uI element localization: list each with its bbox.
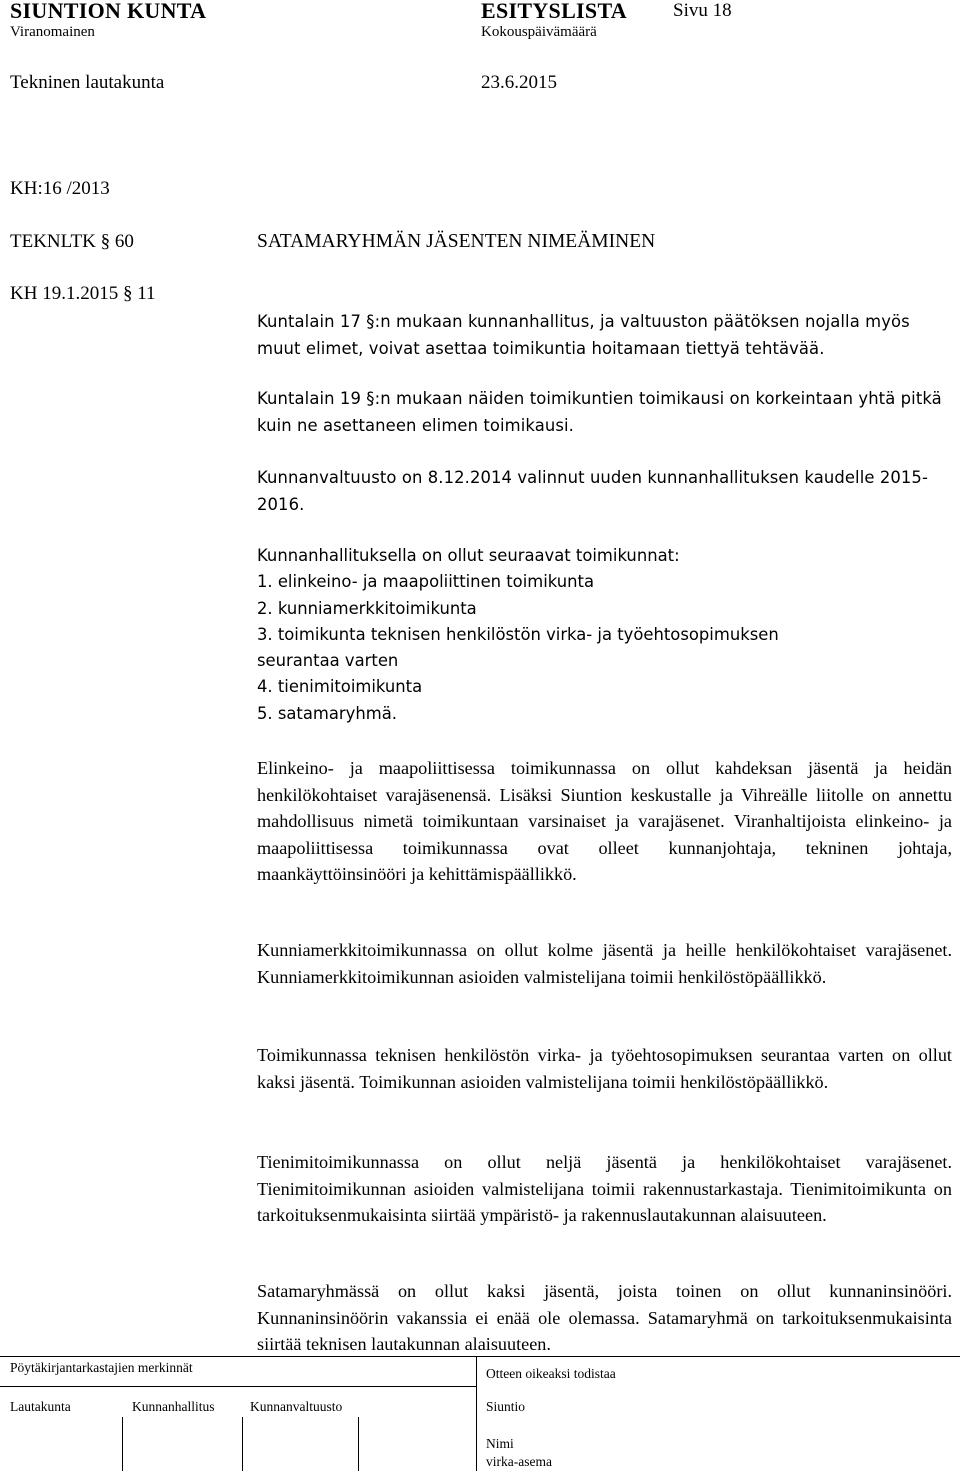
footer-divider [476, 1356, 477, 1471]
list-intro: Kunnanhallituksella on ollut seuraavat toimikunnat: [257, 546, 680, 565]
authority-label: Viranomainen [10, 24, 95, 40]
place-label: Siuntio [486, 1399, 526, 1414]
footer-top-rule [0, 1356, 960, 1357]
title-label: virka-asema [486, 1454, 552, 1469]
list-item: 1. elinkeino- ja maapoliittinen toimikunta [257, 572, 595, 592]
page-number: Sivu 18 [673, 0, 732, 21]
government-label: Kunnanhallitus [132, 1399, 215, 1414]
paragraph-4: Elinkeino- ja maapoliittisessa toimikunnassa on ollut kahdeksan jäsentä ja heidän henkilökohtaiset varajäsenensä. Lisäksi Siuntion keskustalle ja Vihreälle liitolle on annettu mahdollisuus nimetä toimikuntaan varsinaiset ja varajäsenet. Viranhaltijoista elinkeino- ja maapoliittisessa toimikunnassa ovat olleet kunnanjohtaja, tekninen johtaja, maankäyttöinsinööri ja kehittämispäällikkö. [257, 758, 952, 885]
teknltk-reference: TEKNLTK § 60 [10, 231, 134, 252]
doc-type: ESITYSLISTA [481, 0, 627, 23]
committee-list [257, 543, 952, 727]
footer-col-line [242, 1417, 243, 1471]
kh-reference: KH:16 /2013 [10, 178, 110, 199]
board-label: Lautakunta [10, 1399, 71, 1414]
name-label: Nimi [486, 1436, 514, 1451]
paragraph-3: Kunnanvaltuusto on 8.12.2014 valinnut uuden kunnanhallituksen kaudelle 2015-2016. [257, 468, 928, 514]
footer-col-line [358, 1417, 359, 1471]
org-name: SIUNTION KUNTA [10, 0, 207, 23]
checker-label: Pöytäkirjantarkastajien merkinnät [10, 1360, 193, 1375]
list-item: 5. satamaryhmä. [257, 703, 397, 723]
meeting-date: 23.6.2015 [481, 72, 557, 93]
footer-rule [0, 1386, 476, 1387]
paragraph-7: Tienimitoimikunnassa on ollut neljä jäsentä ja henkilökohtaiset varajäsenet. Tienimitoimikunnan asioiden valmistelijana toimii rakennustarkastaja. Tienimitoimikunta on tarkoituksenmukaisinta siirtää ympäristö- ja rakennuslautakunnan alaisuuteen. [257, 1152, 952, 1226]
copy-certify-label: Otteen oikeaksi todistaa [486, 1366, 616, 1381]
paragraph-1: Kuntalain 17 §:n mukaan kunnanhallitus, ja valtuuston päätöksen nojalla myös muut elimet, voivat asettaa toimikuntia hoitamaan tiettyä tehtävää. [257, 312, 910, 358]
list-item: 2. kunniamerkkitoimikunta [257, 598, 477, 618]
signature-footer [0, 1356, 960, 1471]
page-title: SATAMARYHMÄN JÄSENTEN NIMEÄMINEN [257, 231, 656, 252]
date-label: Kokouspäivämäärä [481, 24, 597, 40]
list-item: 4. tienimitoimikunta [257, 677, 423, 697]
paragraph-2: Kuntalain 19 §:n mukaan näiden toimikuntien toimikausi on korkeintaan yhtä pitkä kuin ne asettaneen elimen toimikausi. [257, 389, 942, 435]
council-label: Kunnanvaltuusto [250, 1399, 343, 1414]
kh-date-reference: KH 19.1.2015 § 11 [10, 283, 156, 304]
footer-col-line [122, 1417, 123, 1471]
paragraph-8: Satamaryhmässä on ollut kaksi jäsentä, joista toinen on ollut kunnaninsinööri. Kunnaninsinöörin vakanssia ei enää ole olemassa. Satamaryhmä on tarkoituksenmukaisinta siirtää teknisen lautakunnan alaisuuteen. [257, 1281, 952, 1355]
authority-name: Tekninen lautakunta [10, 72, 165, 93]
list-item: 3. toimikunta teknisen henkilöstön virka- ja työehtosopimuksen [257, 624, 779, 644]
paragraph-6: Toimikunnassa teknisen henkilöstön virka- ja työehtosopimuksen seurantaa varten on ollut kaksi jäsentä. Toimikunnan asioiden valmistelijana toimii henkilöstöpäällikkö. [257, 1045, 952, 1092]
paragraph-5: Kunniamerkkitoimikunnassa on ollut kolme jäsentä ja heille henkilökohtaiset varajäsenet. Kunniamerkkitoimikunnan asioiden valmistelijana toimii henkilöstöpäällikkö. [257, 940, 952, 987]
list-item: seurantaa varten [257, 651, 399, 671]
